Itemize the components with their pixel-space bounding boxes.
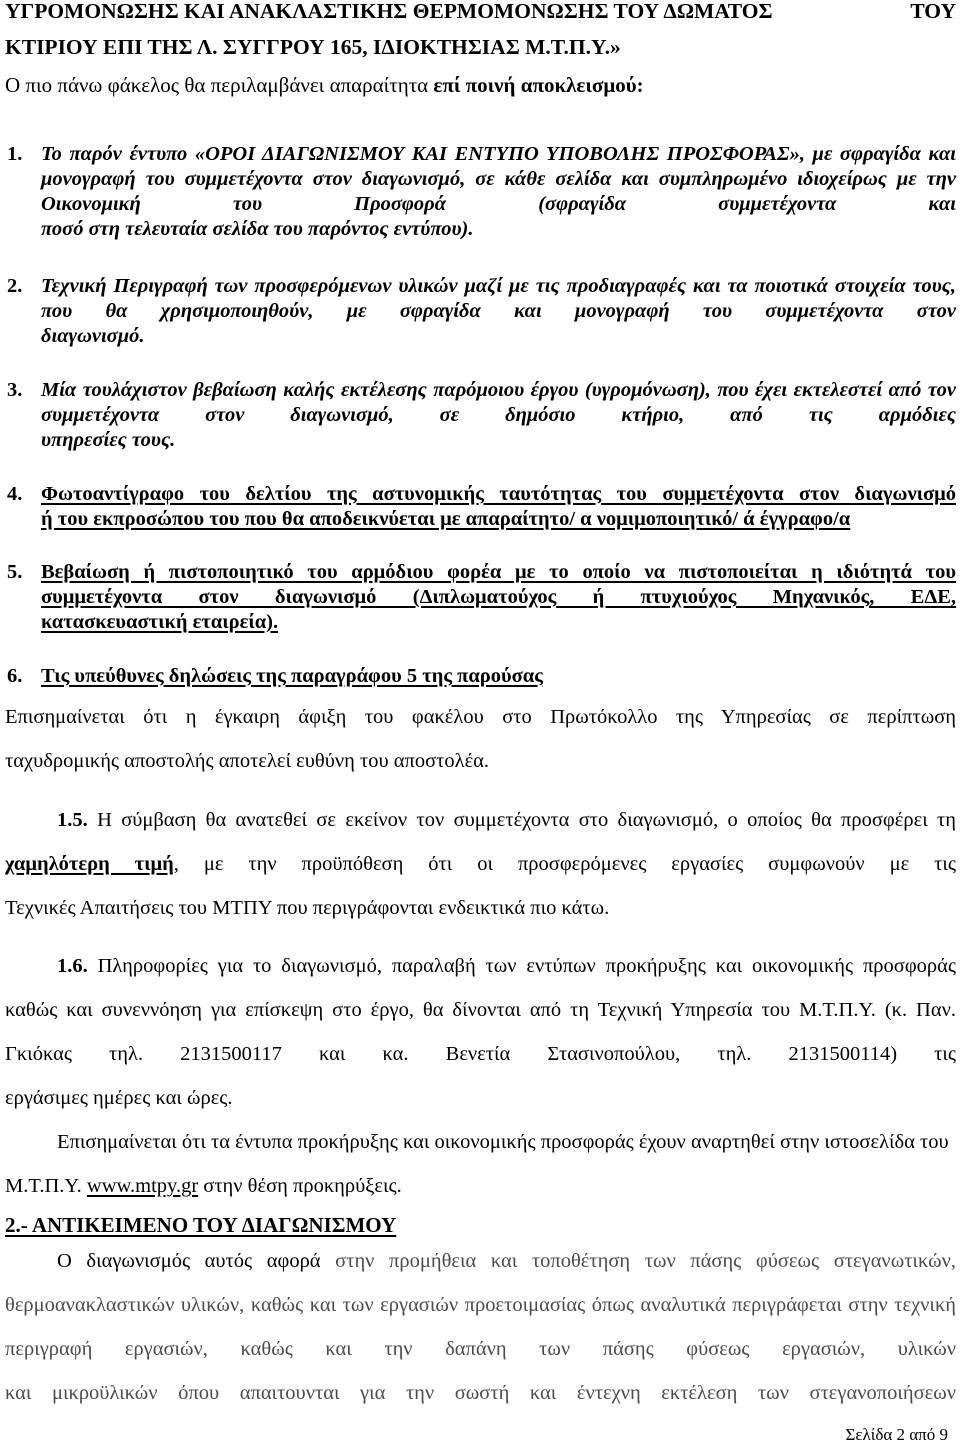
list-number: 5. [7,561,23,583]
header-title-part2: ΤΟΥ [910,0,956,23]
list-item-6 [7,664,956,689]
section-text-end: Τεχνικές Απαιτήσεις του ΜΤΠΥ που περιγράφονται ενδεικτικά πιο κάτω. [5,897,610,919]
section-number: 1.6. [57,955,88,977]
list-item-1 [7,142,956,242]
list-item-5 [7,560,956,635]
list-item-text-end: κατασκευαστική εταιρεία). [41,611,279,633]
list-item-4 [7,482,956,532]
section-text-cont: , με την προϋπόθεση ότι οι προσφερόμενες εργασίες συμφωνούν με τις [173,853,957,875]
website-note-text: Επισημαίνεται ότι τα έντυπα προκήρυξης και οικονομικής προσφοράς έχουν αναρτηθεί στην ιστοσελίδα του Μ.Τ.Π.Υ. [5,1131,949,1197]
section-1-5 [5,798,956,930]
list-item-text: Βεβαίωση ή πιστοποιητικό του αρμόδιου φορέα με το οποίο να πιστοποιείται η ιδιότητά του συμμετέχοντα στον διαγωνισμό (Διπλωματούχος ή πτυχιούχος Μηχανικός, ΕΔΕ, [41,561,956,608]
section-text-end: εργάσιμες ημέρες και ώρες. [5,1087,233,1109]
section-2-body [5,1239,956,1415]
section-2-heading [5,1210,956,1240]
section-text: Πληροφορίες για το διαγωνισμό, παραλαβή των εντύπων προκήρυξης και οικονομικής προσφοράς καθώς και συνεννόηση για επίσκεψη στο έργο, θα δίνονται από τη Τεχνική Υπηρεσία του Μ.Τ.Π.Υ. (κ. Παν. Γκιόκας τηλ. 2131500117 και κα. Βενετία Στασινοπούλου, τηλ. 2131500114) τις [5,955,956,1065]
list-item-text-end: ή του εκπροσώπου του που θα αποδεικνύεται με απαραίτητο/ α νομιμοποιητικό/ ά έγγραφο/α [41,508,851,530]
list-item-text: Τεχνική Περιγραφή των προσφερόμενων υλικών μαζί με τις προδιαγραφές και τα ποιοτικά στοιχεία τους, που θα χρησιμοποιηθούν, με σφραγίδα και μονογραφή του συμμετέχοντα στον [41,275,956,322]
list-item-text: Μία τουλάχιστον βεβαίωση καλής εκτέλεσης παρόμοιου έργου (υγρομόνωση), που έχει εκτελεστεί από τον συμμετέχοντα στον διαγωνισμό, σε δημόσιο κτήριο, από τις αρμόδιες [41,379,956,426]
section-intro: Ο διαγωνισμός αυτός αφορά [57,1250,336,1272]
header-title-part1: ΥΓΡΟΜΟΝΩΣΗΣ ΚΑΙ ΑΝΑΚΛΑΣΤΙΚΗΣ ΘΕΡΜΟΜΟΝΩΣΗΣ ΤΟΥ ΔΩΜΑΤΟΣ [5,0,773,23]
exclusion-note: επί ποινή αποκλεισμού: [433,73,644,97]
list-item-3 [7,378,956,453]
list-item-text: Το παρόν έντυπο «ΟΡΟΙ ΔΙΑΓΩΝΙΣΜΟΥ ΚΑΙ ΕΝΤΥΠΟ ΥΠΟΒΟΛΗΣ ΠΡΟΣΦΟΡΑΣ», με σφραγίδα και μονογραφή του συμμετέχοντα στον διαγωνισμό, σε κάθε σελίδα και συμπληρωμένο ιδιοχείρως με την Οικονομική του Προσφορά (σφραγίδα συμμετέχοντα και [41,143,956,215]
section-text: Η σύμβαση θα ανατεθεί σε εκείνον τον συμμετέχοντα στο διαγωνισμό, ο οποίος θα προσφέρει τη [87,809,956,831]
list-number: 1. [7,143,23,165]
header-line-2: ΚΤΙΡΙΟΥ ΕΠΙ ΤΗΣ Λ. ΣΥΓΓΡΟΥ 165, ΙΔΙΟΚΤΗΣΙΑΣ Μ.Τ.Π.Υ.» [5,35,621,59]
list-number: 2. [7,275,23,297]
envelope-contents-intro [5,70,956,100]
list-item-text: Τις υπεύθυνες δηλώσεις της παραγράφου 5 της παρούσας [41,665,543,687]
header-line-1 [5,0,956,26]
delivery-note-text-end: ταχυδρομικής αποστολής αποτελεί ευθύνη του αποστολέα. [5,750,490,772]
list-number: 3. [7,379,23,401]
section-text-end: και μικροϋλικών όπου απαιτουνται για την σωστή και έντεχνη εκτέλεση των στεγανοποιήσεων [5,1382,956,1404]
section-heading: 2.- ΑΝΤΙΚΕΙΜΕΝΟ ΤΟΥ ΔΙΑΓΩΝΙΣΜΟΥ [5,1213,397,1237]
section-1-6 [5,944,956,1208]
section-text: στην προμήθεια και τοποθέτηση των πάσης φύσεως στεγανωτικών, θερμοανακλαστικών υλικών, καθώς και των εργασιών προετοιμασίας όπως αναλυτικά περιγράφεται στην τεχνική περιγραφή εργασιών, καθώς και την δαπάνη των πάσης φύσεως εργασιών, υλικών [5,1250,956,1360]
delivery-note-paragraph [5,695,956,783]
section-number: 1.5. [57,809,88,831]
list-item-text-end: ποσό στη τελευταία σελίδα του παρόντος εντύπου). [41,218,474,240]
list-item-text-end: διαγωνισμό. [41,325,145,347]
list-item-text: Φωτοαντίγραφο του δελτίου της αστυνομικής ταυτότητας του συμμετέχοντα στον διαγωνισμό [41,483,956,505]
intro-text: Ο πιο πάνω φάκελος θα περιλαμβάνει απαραίτητα [5,73,434,97]
lowest-price-emphasis: χαμηλότερη τιμή [5,853,174,875]
list-number: 6. [7,665,23,687]
delivery-note-text: Επισημαίνεται ότι η έγκαιρη άφιξη του φακέλου στο Πρωτόκολλο της Υπηρεσίας σε περίπτωση [5,706,956,728]
list-item-text-end: υπηρεσίες τους. [41,429,176,451]
list-number: 4. [7,483,23,505]
list-item-2 [7,274,956,349]
website-note-end: στην θέση προκηρύξεις. [198,1175,402,1197]
website-link[interactable]: www.mtpy.gr [86,1175,199,1197]
page-number: Σελίδα 2 από 9 [845,1425,948,1444]
